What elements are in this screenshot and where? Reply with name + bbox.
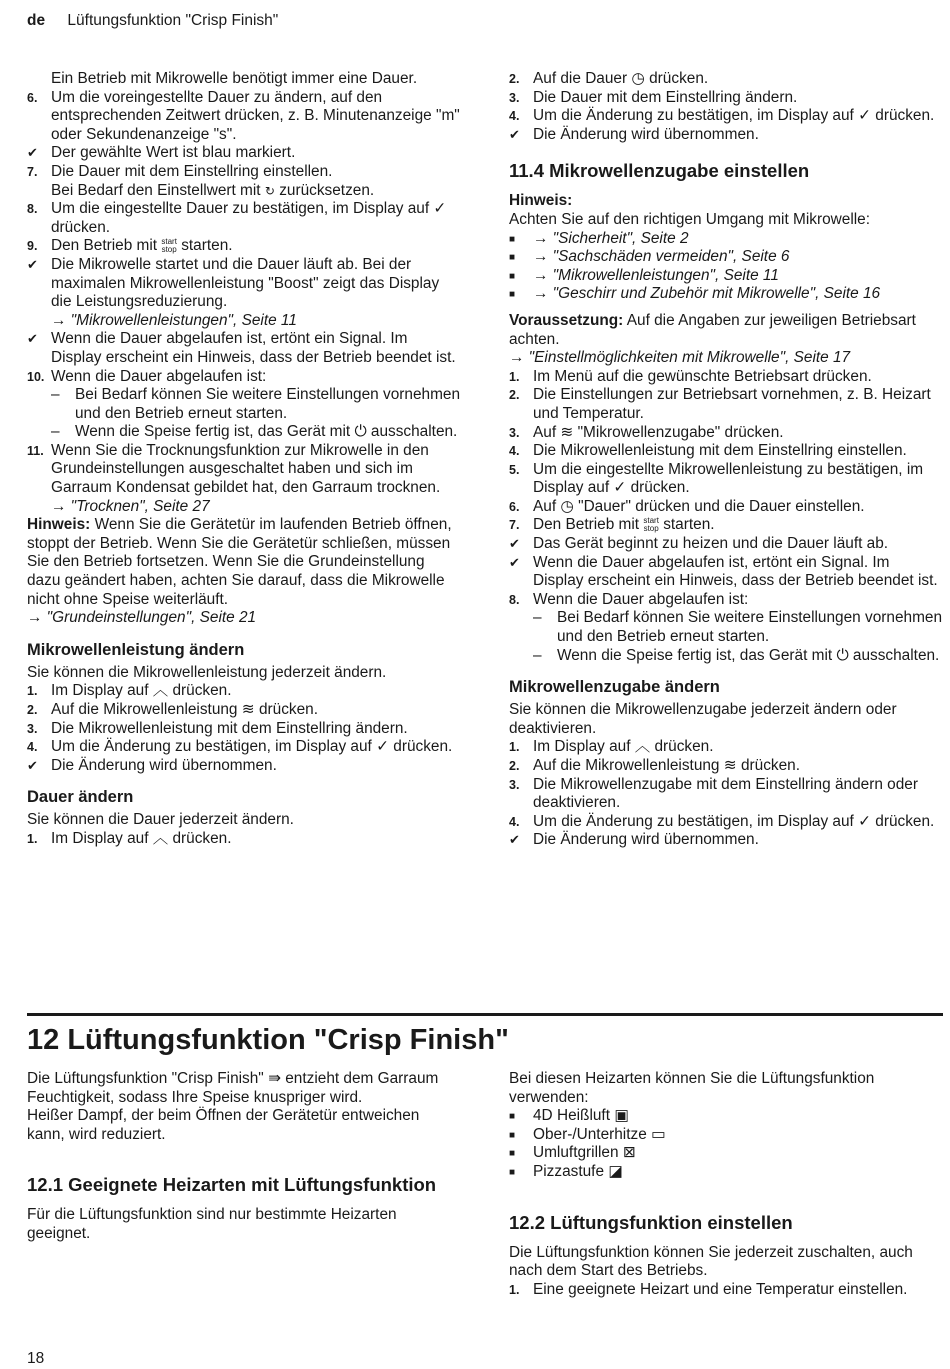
step-9: 9. Den Betrieb mit start stop starten.	[27, 237, 233, 255]
check-icon: ✔	[509, 536, 520, 552]
power-intro: Sie können die Mikrowellenleistung jederzeit ändern.	[27, 663, 387, 681]
set-info: Die Lüftungsfunktion können Sie jederzeit zuschalten, auch nach dem Start des Betriebs.	[509, 1243, 913, 1280]
page-number: 18	[27, 1350, 45, 1367]
crisp-finish-icon: ⇛	[268, 1070, 281, 1087]
confirm-check-icon: ✓	[433, 200, 447, 218]
change-intro: Sie können die Mikrowellenzugabe jederzeit ändern oder deaktivieren.	[509, 701, 897, 737]
duration-step-4: 4. Um die Änderung zu bestätigen, im Display auf ✓ drücken.	[509, 107, 935, 125]
result-9a: ✔ Die Mikrowelle startet und die Dauer läuft ab. Bei der maximalen Mikrowellenleistung "Boost" zeigt das Display die Leistungsreduzierung. → "Mikrowellenleistungen", Seite 11	[27, 255, 440, 329]
prerequisite: Voraussetzung: Auf die Angaben zur jeweiligen Betriebsart achten. → "Einstellmöglichkeiten mit Mikrowelle", Seite 17	[509, 311, 916, 367]
bullet-icon: ■	[509, 1166, 516, 1178]
add-step-3: 3. Auf ≋ "Mikrowellenzugabe" drücken.	[509, 423, 784, 441]
timer-icon: ◷	[560, 497, 574, 515]
arrow-icon: →	[51, 497, 67, 515]
power-step-4: 4. Um die Änderung zu bestätigen, im Display auf ✓ drücken.	[27, 738, 453, 756]
add-step-8-dash-2: – Wenn die Speise fertig ist, das Gerät mit ⏻ ausschalten.	[533, 646, 940, 664]
convection-grill-icon: ⊠	[622, 1144, 636, 1162]
result-9b: ✔ Wenn die Dauer abgelaufen ist, ertönt ein Signal. Im Display erscheint ein Hinweis, dass der Betrieb beendet ist.	[27, 330, 456, 366]
add-step-7: 7. Den Betrieb mit start stop starten.	[509, 516, 715, 534]
power-icon: ⏻	[836, 646, 849, 664]
check-icon: ✔	[27, 256, 38, 272]
hot-air-4d-icon: ▣	[614, 1107, 629, 1125]
header-title: Lüftungsfunktion "Crisp Finish"	[67, 12, 279, 29]
crisp-intro: Die Lüftungsfunktion "Crisp Finish" ⇛ entzieht dem Garraum Feuchtigkeit, sodass Ihre Speise knuspriger wird.	[27, 1070, 439, 1106]
add-step-1: 1. Im Menü auf die gewünschte Betriebsart drücken.	[509, 367, 872, 385]
change-step-1: 1. Im Display auf ︿ drücken.	[509, 738, 714, 756]
check-icon: ✔	[509, 554, 520, 570]
step-10: 10. Wenn die Dauer abgelaufen ist:	[27, 367, 267, 385]
left-column-top	[27, 70, 461, 849]
step-10-dash-2: – Wenn die Speise fertig ist, das Gerät mit ⏻ ausschalten.	[51, 423, 458, 441]
power-step-1: 1. Im Display auf ︿ drücken.	[27, 682, 232, 700]
duration-step-2: 2. Auf die Dauer ◷ drücken.	[509, 70, 709, 87]
change-result: ✔ Die Änderung wird übernommen.	[509, 831, 759, 849]
power-result: ✔ Die Änderung wird übernommen.	[27, 756, 277, 774]
microwave-icon: ≋	[560, 423, 574, 441]
confirm-check-icon: ✓	[858, 107, 871, 125]
note-ref-1: ■ → "Sicherheit", Seite 2	[509, 230, 943, 249]
power-icon: ⏻	[354, 423, 367, 441]
check-icon: ✔	[27, 757, 38, 773]
note: Hinweis: Wenn Sie die Gerätetür im laufenden Betrieb öffnen, stoppt der Betrieb. Wenn Sie die Gerätetür schließen, müssen Sie den Betrieb fortsetzen. Wenn Sie die Grundeinstellung dazu geändert haben, achten Sie darauf, dass die Mikrowelle nicht ohne Speise weiterläuft. → "Grundeinstellungen", Seite 21	[27, 516, 452, 627]
note-text: Achten Sie auf den richtigen Umgang mit Mikrowelle:	[509, 210, 870, 228]
add-step-6: 6. Auf ◷ "Dauer" drücken und die Dauer einstellen.	[509, 497, 865, 515]
duration-step-1: 1. Im Display auf ︿ drücken.	[27, 829, 232, 847]
add-step-8-dash-1: – Bei Bedarf können Sie weitere Einstellungen vornehmen und den Betrieb erneut starten.	[533, 609, 943, 646]
bullet-icon: ■	[509, 252, 516, 264]
bullet-icon: ■	[509, 1111, 516, 1123]
up-chevron-icon: ︿	[152, 682, 169, 700]
note-ref-2: ■ → "Sachschäden vermeiden", Seite 6	[509, 248, 943, 267]
mode-top-bottom-heat: ■ Ober-/Unterhitze ▭	[509, 1126, 943, 1145]
check-icon: ✔	[509, 126, 520, 142]
duration-result: ✔ Die Änderung wird übernommen.	[509, 125, 759, 143]
step-6: 6. Um die voreingestellte Dauer zu ändern, auf den entsprechenden Zeitwert drücken, z. B. Minutenanzeige "m" oder Sekundenanzeige "s".	[27, 88, 460, 143]
page-header	[27, 12, 278, 31]
heading-11-4: 11.4 Mikrowellenzugabe einstellen	[509, 160, 810, 182]
chapter-divider	[27, 1013, 943, 1016]
check-icon: ✔	[27, 145, 38, 161]
up-chevron-icon: ︿	[152, 829, 169, 847]
note-ref-3: ■ → "Mikrowellenleistungen", Seite 11	[509, 267, 943, 286]
bullet-icon: ■	[509, 1148, 516, 1160]
heading-addition-change: Mikrowellenzugabe ändern	[509, 678, 720, 697]
add-result-1: ✔ Das Gerät beginnt zu heizen und die Dauer läuft ab.	[509, 535, 889, 553]
confirm-check-icon: ✓	[613, 479, 627, 497]
step-7: 7. Die Dauer mit dem Einstellring einstellen. Bei Bedarf den Einstellwert mit ↻ zurücksetzen.	[27, 162, 375, 199]
heading-12-1: 12.1 Geeignete Heizarten mit Lüftungsfunktion	[27, 1174, 437, 1196]
mode-pizza: ■ Pizzastufe ◪	[509, 1163, 943, 1182]
language-code: de	[27, 12, 46, 29]
bullet-icon: ■	[509, 289, 516, 301]
heading-duration-change: Dauer ändern	[27, 788, 134, 807]
microwave-icon: ≋	[241, 701, 255, 718]
up-chevron-icon: ︿	[634, 738, 651, 756]
note-ref-4: ■ → "Geschirr und Zubehör mit Mikrowelle", Seite 16	[509, 285, 943, 304]
bullet-icon: ■	[509, 270, 516, 282]
right-column-bottom	[509, 1070, 943, 1299]
step-10-dash-1: – Bei Bedarf können Sie weitere Einstellungen vornehmen und den Betrieb erneut starten.	[51, 386, 461, 422]
add-result-2: ✔ Wenn die Dauer abgelaufen ist, ertönt ein Signal. Im Display erscheint ein Hinweis, dass der Betrieb beendet ist.	[509, 553, 938, 590]
add-step-4: 4. Die Mikrowellenleistung mit dem Einstellring einstellen.	[509, 442, 907, 460]
arrow-icon: →	[51, 311, 67, 329]
check-icon: ✔	[27, 331, 38, 347]
left-column-bottom	[27, 1070, 461, 1244]
set-step-1: 1. Eine geeignete Heizart und eine Temperatur einstellen.	[509, 1280, 908, 1298]
steam-info: Heißer Dampf, der beim Öffnen der Gerätetür entweichen kann, wird reduziert.	[27, 1107, 420, 1143]
modes-intro: Bei diesen Heizarten können Sie die Lüftungsfunktion verwenden:	[509, 1070, 875, 1106]
change-step-3: 3. Die Mikrowellenzugabe mit dem Einstellring ändern oder deaktivieren.	[509, 775, 918, 812]
arrow-icon: →	[27, 609, 43, 627]
add-step-8: 8. Wenn die Dauer abgelaufen ist:	[509, 590, 749, 608]
note-label: Hinweis:	[509, 192, 573, 210]
mode-4d-hot-air: ■ 4D Heißluft ▣	[509, 1107, 943, 1126]
change-step-2: 2. Auf die Mikrowellenleistung ≋ drücken.	[509, 757, 800, 774]
chapter-title: 12 Lüftungsfunktion "Crisp Finish"	[27, 1024, 509, 1056]
suitable-info: Für die Lüftungsfunktion sind nur bestimmte Heizarten geeignet.	[27, 1206, 397, 1242]
check-icon: ✔	[509, 832, 520, 848]
reset-icon: ↻	[264, 183, 275, 198]
result-6: ✔ Der gewählte Wert ist blau markiert.	[27, 144, 296, 162]
timer-icon: ◷	[631, 70, 645, 87]
power-step-2: 2. Auf die Mikrowellenleistung ≋ drücken.	[27, 701, 318, 718]
heading-power-change: Mikrowellenleistung ändern	[27, 640, 245, 659]
duration-intro: Sie können die Dauer jederzeit ändern.	[27, 811, 294, 829]
start-stop-icon: start stop	[161, 237, 177, 255]
pizza-icon: ◪	[608, 1162, 623, 1180]
confirm-check-icon: ✓	[376, 738, 389, 756]
step-11: 11. Wenn Sie die Trocknungsfunktion zur Mikrowelle in den Grundeinstellungen ausgeschaltet haben und sich im Garraum Kondensat gebildet hat, den Garraum trocknen. → "Trocknen", Seite 27	[27, 441, 441, 515]
bullet-icon: ■	[509, 233, 516, 245]
heading-12-2: 12.2 Lüftungsfunktion einstellen	[509, 1211, 793, 1233]
right-column-top	[509, 70, 943, 850]
microwave-icon: ≋	[723, 757, 737, 774]
power-step-3: 3. Die Mikrowellenleistung mit dem Einstellring ändern.	[27, 719, 408, 737]
duration-step-3: 3. Die Dauer mit dem Einstellring ändern.	[509, 88, 798, 106]
add-step-5: 5. Um die eingestellte Mikrowellenleistung zu bestätigen, im Display auf ✓ drücken.	[509, 460, 924, 497]
confirm-check-icon: ✓	[858, 812, 871, 830]
add-step-2: 2. Die Einstellungen zur Betriebsart vornehmen, z. B. Heizart und Temperatur.	[509, 386, 931, 422]
change-step-4: 4. Um die Änderung zu bestätigen, im Display auf ✓ drücken.	[509, 812, 935, 830]
intro-continuation: Ein Betrieb mit Mikrowelle benötigt immer eine Dauer.	[51, 70, 418, 87]
start-stop-icon: start stop	[643, 516, 659, 534]
top-bottom-heat-icon: ▭	[651, 1125, 666, 1143]
mode-convection-grill: ■ Umluftgrillen ⊠	[509, 1144, 943, 1163]
bullet-icon: ■	[509, 1129, 516, 1141]
arrow-icon: →	[509, 349, 525, 367]
step-8: 8. Um die eingestellte Dauer zu bestätigen, im Display auf ✓ drücken.	[27, 200, 447, 236]
